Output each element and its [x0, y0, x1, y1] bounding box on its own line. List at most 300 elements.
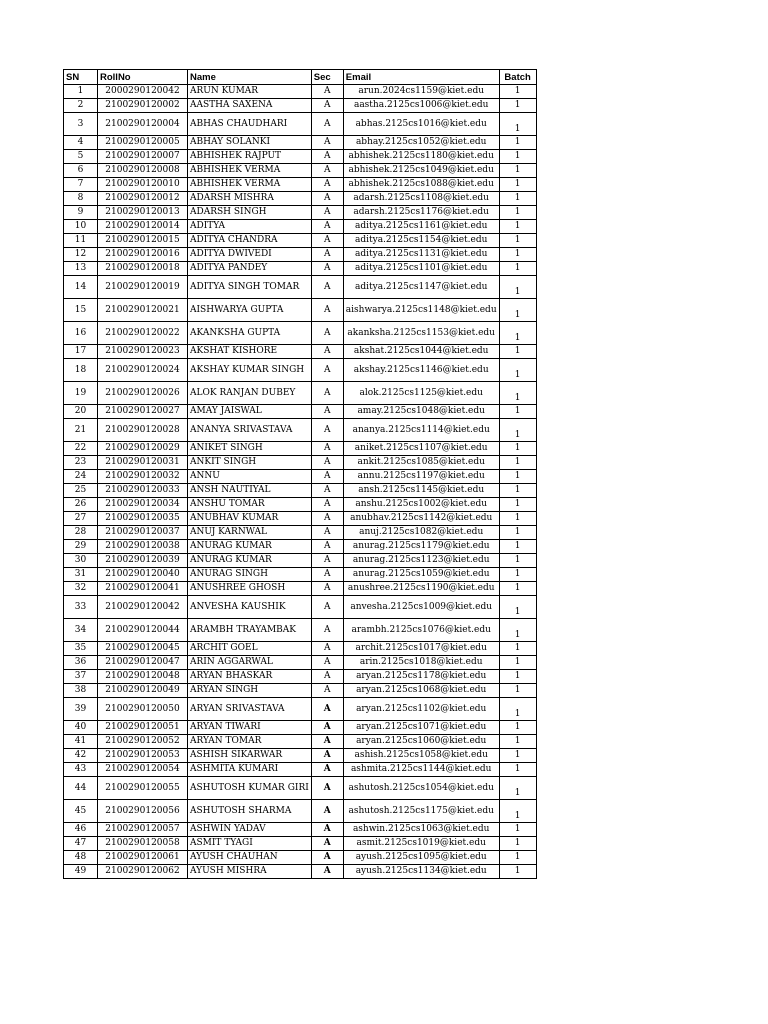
cell-sn: 7 [64, 178, 98, 192]
cell-email: akshay.2125cs1146@kiet.edu [343, 359, 499, 382]
cell-rollno: 2100290120034 [98, 498, 188, 512]
table-row [64, 99, 537, 113]
cell-batch: 1 [499, 164, 536, 178]
cell-email: ananya.2125cs1114@kiet.edu [343, 419, 499, 442]
cell-name: AYUSH CHAUHAN [188, 851, 312, 865]
cell-batch: 1 [499, 178, 536, 192]
table-row [64, 763, 537, 777]
cell-rollno: 2100290120047 [98, 656, 188, 670]
cell-name: ANURAG KUMAR [188, 540, 312, 554]
cell-sn: 39 [64, 698, 98, 721]
cell-rollno: 2100290120010 [98, 178, 188, 192]
cell-email: ashutosh.2125cs1054@kiet.edu [343, 777, 499, 800]
table-row [64, 619, 537, 642]
cell-sec: A [311, 382, 343, 405]
cell-sn: 40 [64, 721, 98, 735]
cell-batch: 1 [499, 299, 536, 322]
cell-email: archit.2125cs1017@kiet.edu [343, 642, 499, 656]
table-row [64, 234, 537, 248]
cell-sec: A [311, 248, 343, 262]
table-row [64, 248, 537, 262]
cell-sec: A [311, 684, 343, 698]
table-row [64, 442, 537, 456]
cell-sec: A [311, 568, 343, 582]
table-row [64, 596, 537, 619]
cell-rollno: 2100290120051 [98, 721, 188, 735]
cell-batch: 1 [499, 865, 536, 879]
table-row [64, 220, 537, 234]
cell-name: ARYAN BHASKAR [188, 670, 312, 684]
cell-sn: 15 [64, 299, 98, 322]
cell-sec: A [311, 113, 343, 136]
cell-sec: A [311, 763, 343, 777]
cell-rollno: 2100290120033 [98, 484, 188, 498]
cell-rollno: 2100290120049 [98, 684, 188, 698]
cell-rollno: 2100290120054 [98, 763, 188, 777]
cell-sec: A [311, 554, 343, 568]
cell-rollno: 2100290120053 [98, 749, 188, 763]
cell-sec: A [311, 299, 343, 322]
cell-sn: 9 [64, 206, 98, 220]
cell-name: ADITYA SINGH TOMAR [188, 276, 312, 299]
cell-rollno: 2000290120042 [98, 85, 188, 99]
cell-rollno: 2100290120012 [98, 192, 188, 206]
table-row [64, 206, 537, 220]
cell-rollno: 2100290120026 [98, 382, 188, 405]
table-row [64, 405, 537, 419]
cell-name: ADARSH MISHRA [188, 192, 312, 206]
cell-name: ARUN KUMAR [188, 85, 312, 99]
table-row [64, 113, 537, 136]
cell-name: AISHWARYA GUPTA [188, 299, 312, 322]
cell-sn: 26 [64, 498, 98, 512]
cell-name: ASHUTOSH KUMAR GIRI [188, 777, 312, 800]
cell-batch: 1 [499, 749, 536, 763]
cell-rollno: 2100290120050 [98, 698, 188, 721]
cell-batch: 1 [499, 234, 536, 248]
cell-email: adarsh.2125cs1176@kiet.edu [343, 206, 499, 220]
cell-rollno: 2100290120021 [98, 299, 188, 322]
cell-email: ayush.2125cs1134@kiet.edu [343, 865, 499, 879]
cell-email: annu.2125cs1197@kiet.edu [343, 470, 499, 484]
cell-sn: 41 [64, 735, 98, 749]
table-row [64, 85, 537, 99]
cell-sec: A [311, 234, 343, 248]
roster-body [64, 85, 537, 879]
cell-rollno: 2100290120008 [98, 164, 188, 178]
table-row [64, 382, 537, 405]
cell-batch: 1 [499, 596, 536, 619]
cell-batch: 1 [499, 498, 536, 512]
cell-sec: A [311, 851, 343, 865]
cell-name: AKANKSHA GUPTA [188, 322, 312, 345]
cell-batch: 1 [499, 851, 536, 865]
cell-sn: 2 [64, 99, 98, 113]
table-row [64, 150, 537, 164]
cell-sec: A [311, 526, 343, 540]
cell-sec: A [311, 220, 343, 234]
cell-batch: 1 [499, 642, 536, 656]
cell-name: ANVESHA KAUSHIK [188, 596, 312, 619]
cell-email: aastha.2125cs1006@kiet.edu [343, 99, 499, 113]
cell-email: anurag.2125cs1059@kiet.edu [343, 568, 499, 582]
cell-rollno: 2100290120023 [98, 345, 188, 359]
cell-sn: 6 [64, 164, 98, 178]
cell-sec: A [311, 735, 343, 749]
cell-batch: 1 [499, 382, 536, 405]
cell-name: ANKIT SINGH [188, 456, 312, 470]
cell-email: aishwarya.2125cs1148@kiet.edu [343, 299, 499, 322]
cell-batch: 1 [499, 698, 536, 721]
cell-email: aryan.2125cs1102@kiet.edu [343, 698, 499, 721]
cell-name: ANANYA SRIVASTAVA [188, 419, 312, 442]
cell-sec: A [311, 345, 343, 359]
cell-email: aditya.2125cs1131@kiet.edu [343, 248, 499, 262]
table-row [64, 470, 537, 484]
header-email: Email [343, 70, 499, 85]
cell-name: ABHISHEK RAJPUT [188, 150, 312, 164]
cell-sn: 22 [64, 442, 98, 456]
cell-batch: 1 [499, 837, 536, 851]
cell-name: ANIKET SINGH [188, 442, 312, 456]
cell-name: AKSHAT KISHORE [188, 345, 312, 359]
student-roster-table [63, 69, 537, 879]
cell-sn: 27 [64, 512, 98, 526]
cell-email: anvesha.2125cs1009@kiet.edu [343, 596, 499, 619]
cell-sec: A [311, 322, 343, 345]
cell-batch: 1 [499, 359, 536, 382]
cell-batch: 1 [499, 526, 536, 540]
table-row [64, 777, 537, 800]
cell-name: ARCHIT GOEL [188, 642, 312, 656]
cell-sec: A [311, 178, 343, 192]
cell-batch: 1 [499, 777, 536, 800]
cell-sn: 23 [64, 456, 98, 470]
cell-batch: 1 [499, 582, 536, 596]
cell-sec: A [311, 192, 343, 206]
header-sec: Sec [311, 70, 343, 85]
cell-rollno: 2100290120037 [98, 526, 188, 540]
cell-sn: 47 [64, 837, 98, 851]
header-sn: SN [64, 70, 98, 85]
cell-email: anuj.2125cs1082@kiet.edu [343, 526, 499, 540]
cell-rollno: 2100290120058 [98, 837, 188, 851]
cell-sec: A [311, 823, 343, 837]
cell-sec: A [311, 777, 343, 800]
cell-email: abhas.2125cs1016@kiet.edu [343, 113, 499, 136]
cell-sec: A [311, 136, 343, 150]
cell-rollno: 2100290120038 [98, 540, 188, 554]
cell-batch: 1 [499, 150, 536, 164]
cell-sec: A [311, 837, 343, 851]
cell-email: aryan.2125cs1178@kiet.edu [343, 670, 499, 684]
table-row [64, 568, 537, 582]
cell-batch: 1 [499, 721, 536, 735]
cell-sec: A [311, 865, 343, 879]
cell-sn: 34 [64, 619, 98, 642]
table-row [64, 498, 537, 512]
cell-email: akanksha.2125cs1153@kiet.edu [343, 322, 499, 345]
cell-batch: 1 [499, 670, 536, 684]
cell-email: anushree.2125cs1190@kiet.edu [343, 582, 499, 596]
cell-email: aditya.2125cs1147@kiet.edu [343, 276, 499, 299]
cell-sn: 49 [64, 865, 98, 879]
cell-name: ADITYA CHANDRA [188, 234, 312, 248]
cell-sn: 48 [64, 851, 98, 865]
cell-sec: A [311, 99, 343, 113]
table-row [64, 823, 537, 837]
cell-batch: 1 [499, 456, 536, 470]
cell-sn: 19 [64, 382, 98, 405]
cell-email: anshu.2125cs1002@kiet.edu [343, 498, 499, 512]
cell-name: ARYAN TIWARI [188, 721, 312, 735]
cell-rollno: 2100290120032 [98, 470, 188, 484]
cell-name: ARAMBH TRAYAMBAK [188, 619, 312, 642]
cell-name: ANURAG KUMAR [188, 554, 312, 568]
cell-email: aniket.2125cs1107@kiet.edu [343, 442, 499, 456]
cell-email: anurag.2125cs1179@kiet.edu [343, 540, 499, 554]
cell-rollno: 2100290120005 [98, 136, 188, 150]
cell-rollno: 2100290120013 [98, 206, 188, 220]
cell-email: anubhav.2125cs1142@kiet.edu [343, 512, 499, 526]
cell-rollno: 2100290120039 [98, 554, 188, 568]
table-row [64, 656, 537, 670]
cell-name: ALOK RANJAN DUBEY [188, 382, 312, 405]
cell-batch: 1 [499, 540, 536, 554]
cell-sec: A [311, 540, 343, 554]
cell-rollno: 2100290120004 [98, 113, 188, 136]
cell-sn: 20 [64, 405, 98, 419]
cell-name: ABHISHEK VERMA [188, 178, 312, 192]
cell-sec: A [311, 276, 343, 299]
cell-email: aditya.2125cs1161@kiet.edu [343, 220, 499, 234]
cell-sec: A [311, 619, 343, 642]
cell-sec: A [311, 512, 343, 526]
cell-batch: 1 [499, 823, 536, 837]
cell-sn: 37 [64, 670, 98, 684]
table-row [64, 735, 537, 749]
table-row [64, 540, 537, 554]
cell-sn: 42 [64, 749, 98, 763]
table-row [64, 526, 537, 540]
cell-rollno: 2100290120018 [98, 262, 188, 276]
header-rollno: RollNo [98, 70, 188, 85]
cell-sn: 29 [64, 540, 98, 554]
cell-email: asmit.2125cs1019@kiet.edu [343, 837, 499, 851]
cell-email: arun.2024cs1159@kiet.edu [343, 85, 499, 99]
cell-rollno: 2100290120031 [98, 456, 188, 470]
cell-batch: 1 [499, 684, 536, 698]
cell-email: abhishek.2125cs1088@kiet.edu [343, 178, 499, 192]
cell-batch: 1 [499, 113, 536, 136]
cell-email: aryan.2125cs1060@kiet.edu [343, 735, 499, 749]
cell-sec: A [311, 698, 343, 721]
cell-email: alok.2125cs1125@kiet.edu [343, 382, 499, 405]
cell-batch: 1 [499, 405, 536, 419]
cell-name: ABHAS CHAUDHARI [188, 113, 312, 136]
cell-email: aryan.2125cs1068@kiet.edu [343, 684, 499, 698]
header-row [64, 70, 537, 85]
cell-name: ARYAN SRIVASTAVA [188, 698, 312, 721]
cell-batch: 1 [499, 568, 536, 582]
cell-email: abhishek.2125cs1180@kiet.edu [343, 150, 499, 164]
cell-sn: 12 [64, 248, 98, 262]
table-row [64, 299, 537, 322]
table-row [64, 359, 537, 382]
cell-email: aryan.2125cs1071@kiet.edu [343, 721, 499, 735]
table-row [64, 684, 537, 698]
table-row [64, 322, 537, 345]
cell-sec: A [311, 721, 343, 735]
cell-sn: 5 [64, 150, 98, 164]
cell-sec: A [311, 85, 343, 99]
table-row [64, 178, 537, 192]
cell-email: ansh.2125cs1145@kiet.edu [343, 484, 499, 498]
cell-name: ARYAN SINGH [188, 684, 312, 698]
table-row [64, 345, 537, 359]
cell-batch: 1 [499, 220, 536, 234]
cell-rollno: 2100290120056 [98, 800, 188, 823]
cell-rollno: 2100290120015 [98, 234, 188, 248]
cell-name: ADARSH SINGH [188, 206, 312, 220]
cell-rollno: 2100290120014 [98, 220, 188, 234]
cell-email: ashutosh.2125cs1175@kiet.edu [343, 800, 499, 823]
table-row [64, 865, 537, 879]
cell-sn: 35 [64, 642, 98, 656]
cell-email: adarsh.2125cs1108@kiet.edu [343, 192, 499, 206]
cell-name: ARYAN TOMAR [188, 735, 312, 749]
cell-batch: 1 [499, 554, 536, 568]
cell-rollno: 2100290120016 [98, 248, 188, 262]
table-row [64, 456, 537, 470]
cell-name: ANUJ KARNWAL [188, 526, 312, 540]
cell-sn: 21 [64, 419, 98, 442]
cell-sn: 18 [64, 359, 98, 382]
cell-email: abhay.2125cs1052@kiet.edu [343, 136, 499, 150]
cell-email: ashwin.2125cs1063@kiet.edu [343, 823, 499, 837]
cell-sec: A [311, 596, 343, 619]
cell-batch: 1 [499, 763, 536, 777]
cell-sn: 17 [64, 345, 98, 359]
cell-rollno: 2100290120052 [98, 735, 188, 749]
cell-sn: 13 [64, 262, 98, 276]
cell-name: ANSHU TOMAR [188, 498, 312, 512]
cell-sn: 8 [64, 192, 98, 206]
cell-name: ASHMITA KUMARI [188, 763, 312, 777]
cell-sec: A [311, 206, 343, 220]
cell-name: AMAY JAISWAL [188, 405, 312, 419]
table-row [64, 582, 537, 596]
table-row [64, 642, 537, 656]
cell-rollno: 2100290120041 [98, 582, 188, 596]
cell-rollno: 2100290120048 [98, 670, 188, 684]
cell-rollno: 2100290120042 [98, 596, 188, 619]
cell-sec: A [311, 498, 343, 512]
table-row [64, 851, 537, 865]
cell-sec: A [311, 582, 343, 596]
cell-sn: 33 [64, 596, 98, 619]
table-row [64, 164, 537, 178]
cell-rollno: 2100290120019 [98, 276, 188, 299]
cell-sec: A [311, 150, 343, 164]
cell-name: ABHAY SOLANKI [188, 136, 312, 150]
cell-batch: 1 [499, 419, 536, 442]
cell-sn: 36 [64, 656, 98, 670]
table-row [64, 262, 537, 276]
cell-batch: 1 [499, 345, 536, 359]
cell-name: AKSHAY KUMAR SINGH [188, 359, 312, 382]
cell-rollno: 2100290120022 [98, 322, 188, 345]
cell-name: ANURAG SINGH [188, 568, 312, 582]
cell-name: ASHISH SIKARWAR [188, 749, 312, 763]
cell-sec: A [311, 164, 343, 178]
table-row [64, 698, 537, 721]
cell-name: ASHWIN YADAV [188, 823, 312, 837]
cell-sn: 11 [64, 234, 98, 248]
cell-rollno: 2100290120035 [98, 512, 188, 526]
cell-name: ANUBHAV KUMAR [188, 512, 312, 526]
cell-email: anurag.2125cs1123@kiet.edu [343, 554, 499, 568]
cell-sec: A [311, 670, 343, 684]
cell-sec: A [311, 656, 343, 670]
cell-name: AASTHA SAXENA [188, 99, 312, 113]
cell-rollno: 2100290120044 [98, 619, 188, 642]
table-row [64, 192, 537, 206]
cell-sec: A [311, 470, 343, 484]
cell-batch: 1 [499, 276, 536, 299]
cell-sec: A [311, 359, 343, 382]
cell-batch: 1 [499, 85, 536, 99]
cell-email: amay.2125cs1048@kiet.edu [343, 405, 499, 419]
cell-rollno: 2100290120061 [98, 851, 188, 865]
cell-batch: 1 [499, 206, 536, 220]
cell-rollno: 2100290120057 [98, 823, 188, 837]
cell-sec: A [311, 405, 343, 419]
cell-rollno: 2100290120024 [98, 359, 188, 382]
cell-batch: 1 [499, 619, 536, 642]
cell-rollno: 2100290120029 [98, 442, 188, 456]
table-row [64, 554, 537, 568]
cell-batch: 1 [499, 322, 536, 345]
cell-batch: 1 [499, 192, 536, 206]
cell-name: ANSH NAUTIYAL [188, 484, 312, 498]
cell-email: ashmita.2125cs1144@kiet.edu [343, 763, 499, 777]
table-row [64, 670, 537, 684]
cell-rollno: 2100290120045 [98, 642, 188, 656]
cell-sn: 25 [64, 484, 98, 498]
cell-sn: 32 [64, 582, 98, 596]
table-row [64, 512, 537, 526]
cell-sn: 4 [64, 136, 98, 150]
cell-email: aditya.2125cs1154@kiet.edu [343, 234, 499, 248]
cell-batch: 1 [499, 470, 536, 484]
table-row [64, 484, 537, 498]
cell-sec: A [311, 456, 343, 470]
cell-sn: 44 [64, 777, 98, 800]
cell-rollno: 2100290120007 [98, 150, 188, 164]
cell-rollno: 2100290120027 [98, 405, 188, 419]
cell-rollno: 2100290120040 [98, 568, 188, 582]
cell-name: ANUSHREE GHOSH [188, 582, 312, 596]
cell-name: ARIN AGGARWAL [188, 656, 312, 670]
table-row [64, 721, 537, 735]
cell-sec: A [311, 419, 343, 442]
cell-sec: A [311, 642, 343, 656]
cell-batch: 1 [499, 248, 536, 262]
cell-name: ASHUTOSH SHARMA [188, 800, 312, 823]
cell-rollno: 2100290120002 [98, 99, 188, 113]
cell-sec: A [311, 262, 343, 276]
